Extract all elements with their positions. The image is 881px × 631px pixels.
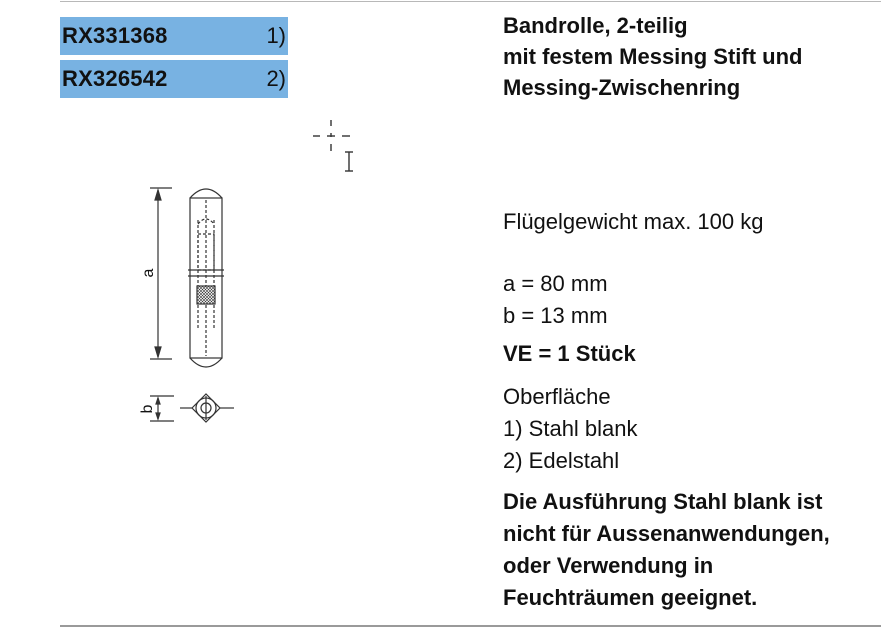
article-ref: 1) bbox=[266, 23, 286, 48]
packing-unit: VE = 1 Stück bbox=[503, 341, 636, 366]
weight-spec: Flügelgewicht max. 100 kg bbox=[503, 209, 764, 234]
article-code: RX331368 bbox=[62, 23, 168, 48]
note-line: nicht für Aussenanwendungen, bbox=[503, 521, 830, 546]
article-ref: 2) bbox=[266, 66, 286, 91]
note-line: Feuchträumen geeignet. bbox=[503, 585, 758, 610]
article-code: RX326542 bbox=[62, 66, 168, 91]
title-line: Bandrolle, 2-teilig bbox=[503, 13, 688, 38]
dimension-a: a = 80 mm bbox=[503, 271, 608, 296]
surface-option-2: 2) Edelstahl bbox=[503, 448, 620, 473]
surface-option-1: 1) Stahl blank bbox=[503, 416, 638, 441]
note-line: Die Ausführung Stahl blank ist bbox=[503, 489, 823, 514]
hinge-roll-drawing bbox=[188, 189, 224, 367]
surface-heading: Oberfläche bbox=[503, 384, 611, 409]
dimension-b: b = 13 mm bbox=[503, 303, 608, 328]
title-line: mit festem Messing Stift und bbox=[503, 44, 803, 69]
cross-section bbox=[180, 394, 234, 422]
dimension-a-label: a bbox=[140, 268, 157, 278]
note-line: oder Verwendung in bbox=[503, 553, 714, 578]
title-line: Messing-Zwischenring bbox=[503, 75, 741, 100]
dashed-cross-i-icon bbox=[313, 120, 353, 171]
dimension-b-label: b bbox=[139, 404, 156, 414]
